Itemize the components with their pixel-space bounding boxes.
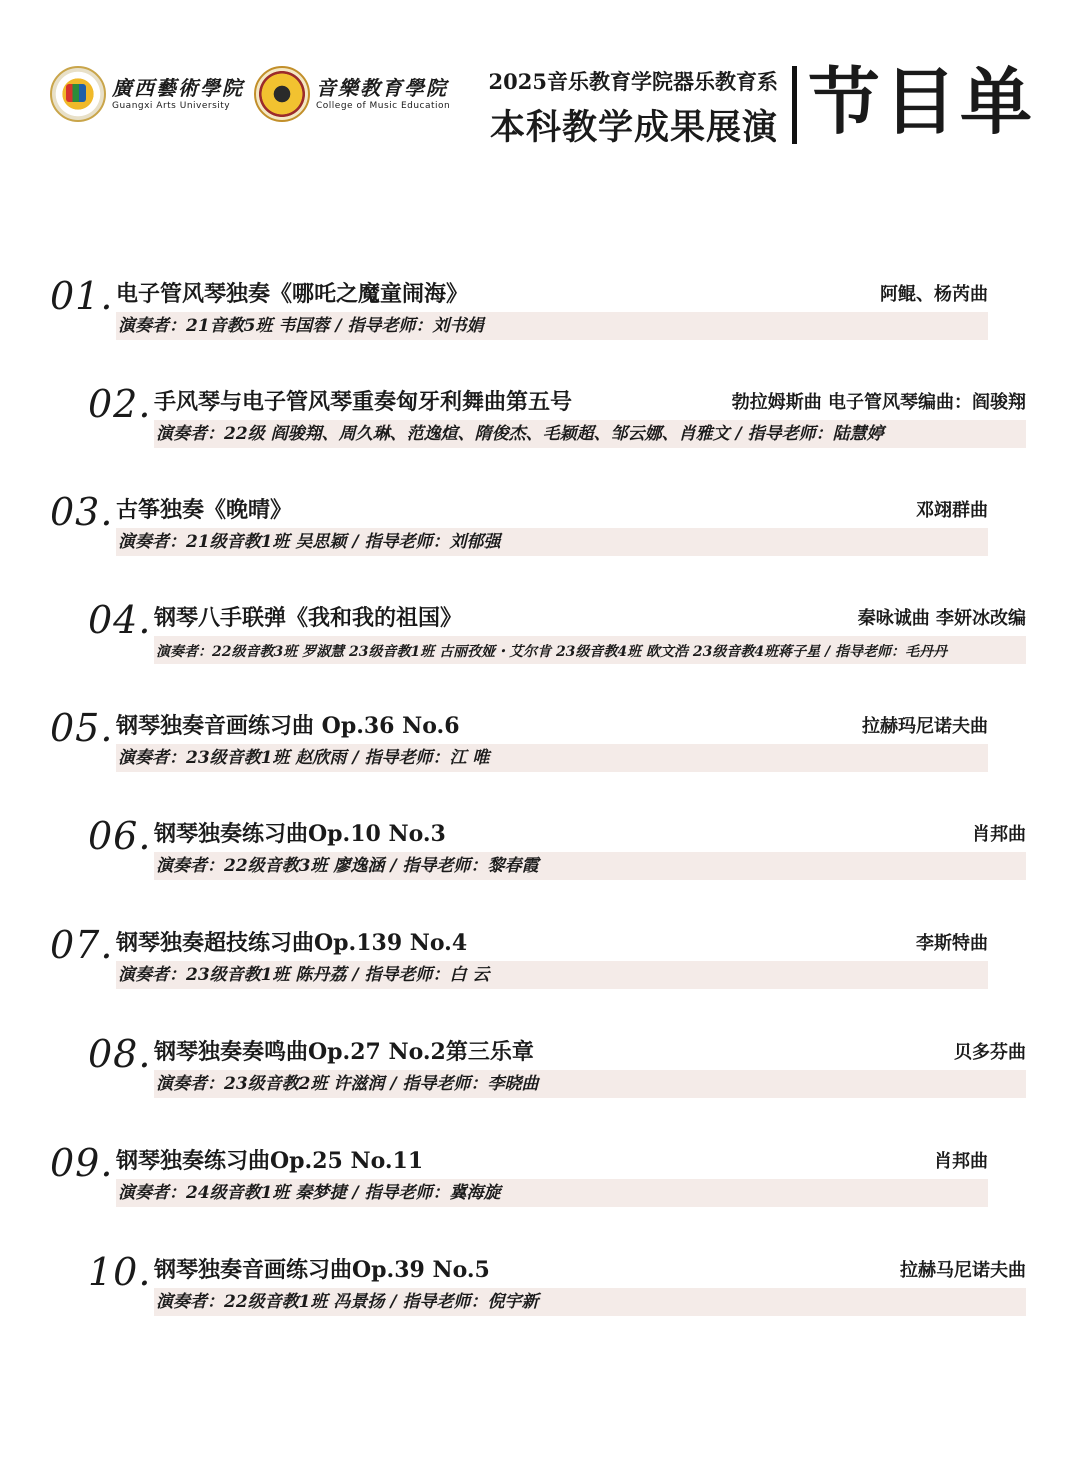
program-title: 钢琴独奏音画练习曲 Op.36 No.6: [116, 713, 460, 739]
college-music-education-logo: [244, 66, 450, 122]
program-title: 钢琴八手联弹《我和我的祖国》: [154, 605, 463, 631]
program-number: 03.: [50, 490, 114, 534]
program-composer: 阿鲲、杨芮曲: [880, 284, 988, 305]
program-performer: 演奏者：23级音教2班 许滋润 / 指导老师：李晓曲: [156, 1074, 539, 1094]
program-performer: 演奏者：24级音教1班 秦梦捷 / 指导老师：冀海旋: [118, 1183, 501, 1203]
program-composer: 贝多芬曲: [954, 1042, 1026, 1063]
program-composer: 邓翊群曲: [916, 500, 988, 521]
college-emblem-icon: [254, 66, 310, 122]
program-number: 02.: [88, 382, 152, 426]
program-title: 钢琴独奏练习曲Op.25 No.11: [116, 1148, 424, 1174]
program-composer: 肖邦曲: [972, 824, 1026, 845]
program-composer: 李斯特曲: [916, 933, 988, 954]
header: [0, 0, 1080, 160]
performer-band: [154, 1288, 1026, 1316]
program-item: [50, 274, 988, 358]
program-number: 09.: [50, 1141, 114, 1185]
performer-band: [154, 1070, 1026, 1098]
program-item: [50, 1141, 988, 1225]
program-title: 钢琴独奏练习曲Op.10 No.3: [154, 821, 446, 847]
program-item: [88, 1250, 1026, 1334]
program-item: [88, 382, 1026, 466]
program-title: 手风琴与电子管风琴重奏匈牙利舞曲第五号: [154, 389, 573, 415]
program-item: [50, 706, 988, 790]
program-item: [88, 598, 1026, 682]
program-number: 01.: [50, 274, 114, 318]
program-performer: 演奏者：22级音教3班 罗淑慧 23级音教1班 古丽孜娅・艾尔肯 23级音教4班 欧文浩 23级音教4班蒋子星 / 指导老师：毛丹丹: [156, 644, 947, 660]
program-performer: 演奏者：21音教5班 韦国蓉 / 指导老师：刘书娟: [118, 316, 484, 336]
program-title: 钢琴独奏奏鸣曲Op.27 No.2第三乐章: [154, 1039, 534, 1065]
program-composer: 拉赫玛尼诺夫曲: [862, 716, 988, 737]
program-title: 古筝独奏《晚晴》: [116, 497, 293, 523]
program-number: 08.: [88, 1032, 152, 1076]
program-item: [50, 490, 988, 574]
program-number: 04.: [88, 598, 152, 642]
program-performer: 演奏者：22级音教3班 廖逸涵 / 指导老师：黎春霞: [156, 856, 539, 876]
program-composer: 肖邦曲: [934, 1151, 988, 1172]
guangxi-arts-university-logo: [50, 66, 244, 122]
performer-band: [116, 744, 988, 772]
program-performer: 演奏者：22级 阎骏翔、周久琳、范逸煊、隋俊杰、毛颖超、邹云娜、肖雅文 / 指导老师：陆慧婷: [156, 424, 884, 444]
program-composer: 勃拉姆斯曲 电子管风琴编曲：阎骏翔: [731, 392, 1026, 413]
logo1-chinese: 廣西藝術學院: [112, 76, 244, 100]
page-title: 节目单: [808, 59, 1037, 144]
header-subtitle: 2025音乐教育学院器乐教育系: [488, 69, 778, 94]
logo-group: [50, 66, 450, 122]
logo2-chinese: 音樂教育學院: [316, 76, 448, 100]
program-performer: 演奏者：21级音教1班 吴思颖 / 指导老师：刘郁强: [118, 532, 501, 552]
program-item: [50, 923, 988, 1007]
performer-band: [116, 961, 988, 989]
program-item: [88, 1032, 1026, 1116]
performer-band: [154, 852, 1026, 880]
program-composer: 拉赫马尼诺夫曲: [900, 1260, 1026, 1281]
program-number: 10.: [88, 1250, 152, 1294]
header-main-title: 本科教学成果展演: [489, 107, 778, 148]
program-performer: 演奏者：23级音教1班 陈丹荔 / 指导老师：白 云: [118, 965, 490, 985]
header-divider: [792, 66, 797, 144]
performer-band: [154, 420, 1026, 448]
performer-band: [116, 528, 988, 556]
performer-band: [116, 312, 988, 340]
performer-band: [154, 636, 1026, 664]
program-performer: 演奏者：23级音教1班 赵欣雨 / 指导老师：江 唯: [118, 748, 490, 768]
performer-band: [116, 1179, 988, 1207]
program-item: [88, 814, 1026, 898]
logo2-english: College of Music Education: [316, 101, 451, 111]
program-number: 06.: [88, 814, 152, 858]
program-performer: 演奏者：22级音教1班 冯景扬 / 指导老师：倪宇新: [156, 1292, 539, 1312]
program-title: 钢琴独奏音画练习曲Op.39 No.5: [154, 1257, 490, 1283]
logo1-english: Guangxi Arts University: [112, 101, 231, 111]
program-title: 钢琴独奏超技练习曲Op.139 No.4: [116, 930, 468, 956]
program-title: 电子管风琴独奏《哪吒之魔童闹海》: [116, 281, 469, 307]
program-number: 05.: [50, 706, 114, 750]
program-number: 07.: [50, 923, 114, 967]
university-emblem-icon: [50, 66, 106, 122]
program-composer: 秦咏诚曲 李妍冰改编: [857, 608, 1026, 629]
